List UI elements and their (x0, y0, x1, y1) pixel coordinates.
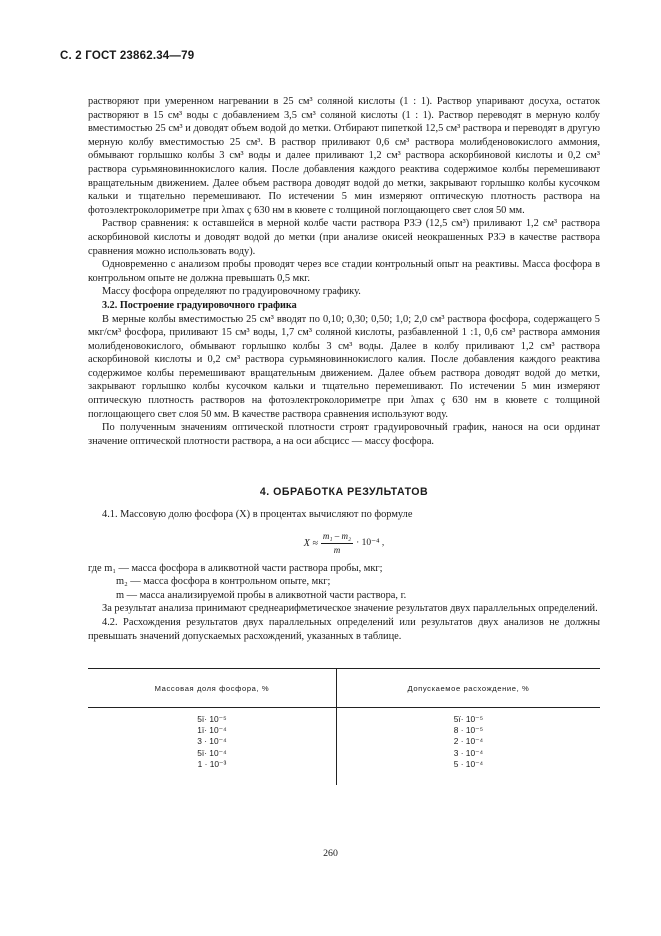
table-header-mass-fraction: Массовая доля фосфора, % (88, 669, 336, 708)
formula (88, 530, 600, 556)
section-4-text (88, 508, 600, 643)
table-cell: 5ï· 10⁻⁴ (197, 747, 227, 758)
page-number: 260 (323, 848, 338, 859)
paragraph-calibration-graph: По полученным значениям оптической плотности строят градуировочный график, нанося на оси ординат значение оптической плотности раствора, а на оси абсцисс — массу фосфора. (88, 422, 600, 447)
paragraph-calibration-procedure: В мерные колбы вместимостью 25 см³ вводят по 0,10; 0,30; 0,50; 1,0; 2,0 см³ раствора фосфора, содержащего 5 мкг/см³ фосфора, приливают 15 см³ воды, 1,7 см³ соляной кислоты, разбавленной 1 :1, 0,6 см³ раствора аммония молибденовокислого, обмывают горлышко колбы 3 см³ воды. Далее в колбу приливают 1,2 см³ раствора аскорбиновой кислоты и 0,2 см³ раствора сурьмяновиннокислого калия. После добавления каждого реактива содержимое колбы перемешивают вращательным движением. Далее объем раствора доводят водой до метки, закрывают горлышко колбы кусочком кальки и тщательно перемешивают. По истечении 5 мин измеряют оптическую плотность растворов на фотоэлектроколориметре при λmax ç 630 нм в кювете с толщиной поглощающего свет слоя 50 мм. В качестве раствора сравнения используют воду. (88, 313, 600, 420)
table-cell: 8 · 10⁻⁵ (453, 725, 484, 736)
table-header-tolerance: Допускаемое расхождение, % (336, 669, 600, 708)
paragraph-result: За результат анализа принимают среднеарифметическое значение результатов двух параллельных определений. (102, 603, 598, 615)
formula-numerator: m₁ – m₂ (321, 530, 353, 545)
formula-fraction (321, 530, 353, 558)
formula-definitions (88, 562, 600, 603)
definition-m: m — масса анализируемой пробы в аликвотной части раствора, г. (116, 589, 407, 601)
table-cell: 5ï· 10⁻⁵ (453, 714, 484, 724)
table-cell: 3 · 10⁻⁴ (197, 736, 227, 747)
table-cell: 1ï· 10⁻⁴ (197, 725, 227, 736)
paragraph-control-experiment: Одновременно с анализом пробы проводят через все стадии контрольный опыт на реактивы. Масса фосфора в контрольном опыте не должна превышать 0,5 мкг. (88, 259, 600, 284)
section-3-text (88, 95, 600, 448)
table-col-tolerance (336, 708, 600, 786)
paragraph-4-2: 4.2. Расхождения результатов двух параллельных определений или результатов двух анализов не должны превышать значений допускаемых расхождений, указанных в таблице. (88, 616, 600, 642)
document-header: С. 2 ГОСТ 23862.34—79 (60, 50, 195, 62)
formula-lhs: X ≈ (303, 537, 318, 549)
table-cell: 2 · 10⁻⁴ (453, 736, 484, 747)
formula-tail: · 10⁻⁴ , (356, 537, 385, 548)
table-cell: 5ï· 10⁻⁵ (197, 714, 227, 724)
table-row (88, 708, 600, 786)
paragraph-4-1: 4.1. Массовую долю фосфора (X) в процентах вычисляют по формуле (102, 509, 413, 520)
paragraph-procedure: растворяют при умеренном нагревании в 25 см³ соляной кислоты (1 : 1). Раствор упаривают досуха, остаток растворяют в 15 см³ воды с добавлением 3,5 см³ соляной кислоты (1 : 1). Раствор переводят в мерную колбу вместимостью 25 см³ и доводят объем водой до метки. Отбирают пипеткой 12,5 см³ раствора и переводят в другую мерную колбу вместимостью 25 см³. В раствор приливают 0,6 см³ раствора молибденовокислого аммония, обмывают горлышко колбы 3 см³ воды и далее приливают 1,2 см³ раствора аскорбиновой кислоты и 0,2 см³ раствора сурьмяновиннокислого калия. После добавления каждого реактива содержимое колбы перемешивают вращательным движением. Далее объем раствора доводят водой до метки, закрывают горлышко колбы кусочком кальки и тщательно перемешивают. По истечении 5 мин измеряют оптическую плотность раствора на фотоэлектроколориметре при λmax ç 630 нм в кювете с толщиной поглощающего свет слоя 50 мм. (88, 96, 600, 216)
formula-denominator: m (333, 545, 341, 556)
section-4-heading: 4. ОБРАБОТКА РЕЗУЛЬТАТОВ (259, 486, 429, 498)
definition-m1: где m₁ — масса фосфора в аликвотной части раствора пробы, мкг; (88, 562, 383, 574)
definition-m2: m₂ — масса фосфора в контрольном опыте, мкг; (116, 576, 331, 588)
table-cell: 1 · 10⁻³ (197, 758, 227, 769)
tolerance-table (88, 668, 600, 785)
paragraph-reference-solution: Раствор сравнения: к оставшейся в мерной колбе части раствора РЗЭ (12,5 см³) приливают 1,2 см³ раствора аскорбиновой кислоты и доводят водой до метки (при анализе окисей неокрашенных РЗЭ в качестве раствора сравнения можно использовать воду). (88, 218, 600, 257)
paragraph-mass-determination: Массу фосфора определяют по градуировочному графику. (102, 286, 361, 298)
table-cell: 3 · 10⁻⁴ (453, 747, 484, 758)
table-cell: 5 · 10⁻⁴ (453, 758, 484, 769)
table-col-mass-fraction (88, 708, 336, 786)
subheading-calibration: 3.2. Построение градуировочного графика (102, 299, 297, 311)
